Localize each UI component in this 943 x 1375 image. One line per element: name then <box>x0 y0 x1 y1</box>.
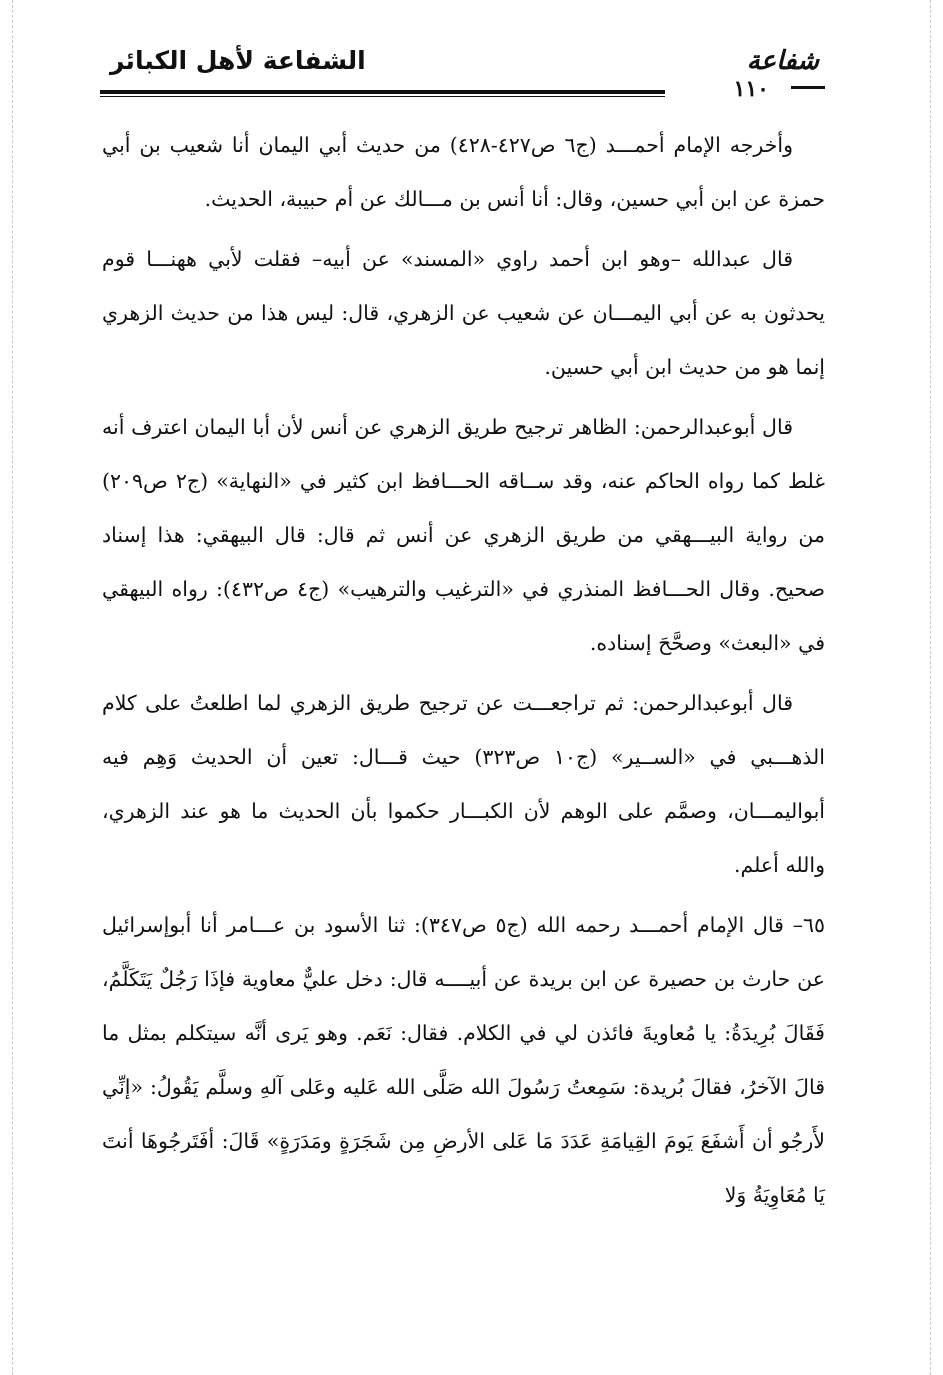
right-margin-guide <box>930 0 931 1375</box>
paragraph-1: وأخرجه الإمام أحمـــد (ج٦ ص٤٢٧-٤٢٨) من حديث أبي اليمان أنا شعيب بن أبي حمزة عن ابن أبي حسين، وقال: أنا أنس بن مـــالك عن أم حبيبة، الحديث. <box>102 133 825 211</box>
left-margin-guide <box>12 0 13 1375</box>
page-body <box>102 118 825 1228</box>
running-title: الشفاعة لأهل الكبائر <box>110 46 366 75</box>
paragraph-3: قال أبوعبدالرحمن: الظاهر ترجيح طريق الزهري عن أنس لأن أبا اليمان اعترف أنه غلط كما رواه الحاكم عنه، وقد ســاقه الحـــافظ ابن كثير في «النهاية» (ج٢ ص٢٠٩) من رواية البيـــهقي من طريق الزهري عن أنس ثم قال: قال البيهقي: هذا إسناد صحيح. وقال الحـــافظ المنذري في «الترغيب والترهيب» (ج٤ ص٤٣٢): رواه البيهقي في «البعث» وصحَّحَ إسناده. <box>102 415 825 655</box>
logo-underline <box>791 86 825 89</box>
paragraph-2: قال عبدالله –وهو ابن أحمد راوي «المسند» عن أبيه– فقلت لأبي ههنـــا قوم يحدثون به عن أبي اليمـــان عن شعيب عن الزهري، قال: ليس هذا من حديث الزهري إنما هو من حديث ابن أبي حسين. <box>102 247 825 379</box>
header-rule <box>100 90 665 97</box>
hadith-65-paragraph: ٦٥– قال الإمام أحمـــد رحمه الله (ج٥ ص٣٤٧): ثنا الأسود بن عـــامر أنا أبوإسرائيل عن حارث بن حصيرة عن ابن بريدة عن أبيــــه قال: دخل عليٌّ معاوية فإذَا رَجُلٌ يَتَكَلَّمُ، فَقَالَ بُرِيدَةُ: يا مُعاويةَ فائذن لي في الكلام. فقال: نَعَم. وهو يَرى أنَّه سيتكلم بمثل ما قالَ الآخرُ، فقالَ بُريدة: سَمِعتُ رَسُولَ الله صَلَّى الله عَليه وعَلى آلهِ وسلَّم يَقُولُ: «إنِّي لأَرجُو أن أَشفَعَ يَومَ القِيامَةِ عَدَدَ مَا عَلى الأرضِ مِن شَجَرَةٍ ومَدَرَةٍ» قَالَ: أفَتَرجُوهَا أنتَ يَا مُعَاوِيَةُ وَلا <box>102 913 825 1207</box>
paragraph-4: قال أبوعبدالرحمن: ثم تراجعـــت عن ترجيح طريق الزهري لما اطلعتُ على كلام الذهـــبي في «الســير» (ج١٠ ص٣٢٣) حيث قـــال: تعين أن الحديث وَهِم فيه أبواليمـــان، وصمَّم على الوهم لأن الكبـــار حكموا بأن الحديث ما هو عند الزهري، والله أعلم. <box>102 691 826 877</box>
page-number: ١١٠ <box>733 76 769 102</box>
logo-text: ﺷﻔﺎﻋﺔ <box>746 46 819 76</box>
page-header <box>100 40 825 100</box>
